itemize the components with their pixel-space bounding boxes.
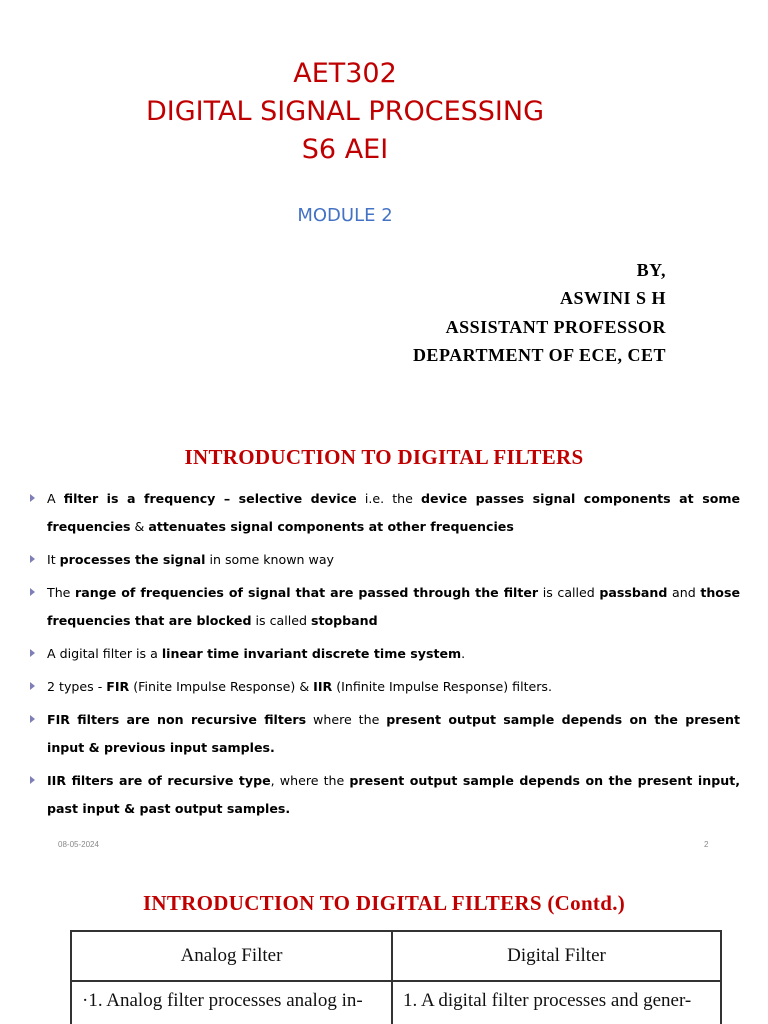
text: A bbox=[47, 491, 64, 506]
bold-text: range of frequencies of signal that are passed through the filter bbox=[75, 585, 539, 600]
bullet-arrow-icon bbox=[30, 649, 35, 657]
bullet-arrow-icon bbox=[30, 715, 35, 723]
header-digital-filter: Digital Filter bbox=[392, 931, 721, 981]
module-label: MODULE 2 bbox=[297, 205, 393, 226]
text: 2 types - bbox=[47, 679, 107, 694]
title-slide bbox=[0, 0, 768, 425]
bold-text: IIR bbox=[313, 679, 333, 694]
table-header-row bbox=[71, 931, 721, 981]
slide-heading: INTRODUCTION TO DIGITAL FILTERS (Contd.) bbox=[142, 891, 626, 915]
course-code: AET302 bbox=[293, 58, 397, 89]
table-cell: 1. A digital filter processes and gener- bbox=[392, 981, 721, 1024]
bold-text: FIR filters are non recursive filters bbox=[47, 712, 307, 727]
table-row bbox=[71, 981, 721, 1024]
course-semester: S6 AEI bbox=[301, 134, 389, 165]
text: is called bbox=[538, 585, 600, 600]
list-item bbox=[30, 706, 740, 762]
bold-text: filter is a frequency – selective device bbox=[63, 491, 357, 506]
list-item bbox=[30, 485, 740, 541]
list-item bbox=[30, 640, 740, 668]
list-item bbox=[30, 767, 740, 823]
footer-date: 08-05-2024 bbox=[58, 840, 99, 849]
bold-text: device passes signal components at some frequencies bbox=[47, 491, 741, 534]
text: (Infinite Impulse Response) filters. bbox=[332, 679, 552, 694]
course-title: DIGITAL SIGNAL PROCESSING bbox=[145, 96, 544, 127]
list-item bbox=[30, 673, 740, 701]
bold-text: attenuates signal components at other frequencies bbox=[148, 519, 514, 534]
bullet-arrow-icon bbox=[30, 588, 35, 596]
table-cell: ·1. Analog filter processes analog in- bbox=[71, 981, 392, 1024]
header-analog-filter: Analog Filter bbox=[71, 931, 392, 981]
text: i.e. the bbox=[356, 491, 422, 506]
bold-text: stopband bbox=[310, 613, 378, 628]
text: It bbox=[47, 552, 60, 567]
intro-slide bbox=[0, 425, 768, 860]
bullet-arrow-icon bbox=[30, 682, 35, 690]
text: A digital filter is a bbox=[47, 646, 162, 661]
text: & bbox=[130, 519, 149, 534]
text: in some known way bbox=[205, 552, 334, 567]
text: The bbox=[47, 585, 76, 600]
list-item bbox=[30, 546, 740, 574]
bullet-arrow-icon bbox=[30, 494, 35, 502]
contd-slide bbox=[0, 860, 768, 1024]
author-designation: ASSISTANT PROFESSOR bbox=[445, 317, 666, 337]
slide-heading: INTRODUCTION TO DIGITAL FILTERS bbox=[184, 445, 584, 469]
text: , where the bbox=[270, 773, 350, 788]
author-name: ASWINI S H bbox=[559, 288, 666, 308]
bold-text: processes the signal bbox=[59, 552, 206, 567]
bold-text: those frequencies that are blocked bbox=[47, 585, 740, 628]
bullet-arrow-icon bbox=[30, 776, 35, 784]
comparison-table bbox=[70, 930, 722, 1024]
bold-text: FIR bbox=[106, 679, 130, 694]
bold-text: present output sample depends on the present input, past input & past output samples. bbox=[47, 773, 740, 816]
footer-page-number: 2 bbox=[704, 840, 709, 849]
bold-text: IIR filters are of recursive type bbox=[47, 773, 271, 788]
bullet-list bbox=[30, 485, 740, 828]
text: and bbox=[667, 585, 701, 600]
list-item bbox=[30, 579, 740, 635]
bullet-arrow-icon bbox=[30, 555, 35, 563]
bold-text: linear time invariant discrete time system bbox=[161, 646, 462, 661]
byline-by: BY, bbox=[636, 260, 666, 280]
text: is called bbox=[251, 613, 311, 628]
bold-text: present output sample depends on the present input & previous input samples. bbox=[47, 712, 741, 755]
text: . bbox=[461, 646, 466, 661]
text: where the bbox=[306, 712, 387, 727]
text: (Finite Impulse Response) & bbox=[129, 679, 314, 694]
author-department: DEPARTMENT OF ECE, CET bbox=[412, 345, 666, 365]
bold-text: passband bbox=[599, 585, 668, 600]
